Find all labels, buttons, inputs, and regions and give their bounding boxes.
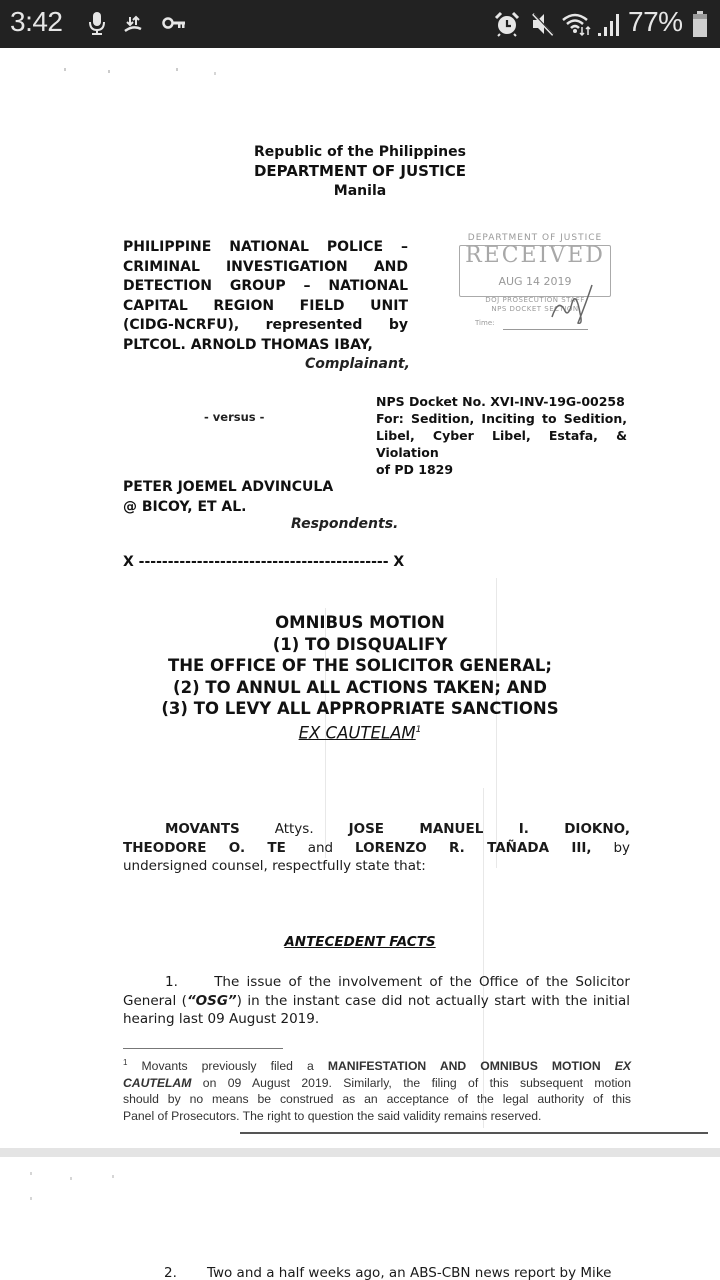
motion-title [0, 612, 720, 744]
complainant-line: (CIDG-NCRFU), represented by [123, 317, 408, 333]
counsel-names-2a: THEODORE O. TE [123, 839, 286, 856]
footnote-text: Movants previously filed a [141, 1059, 314, 1074]
docket-charges-1: For: Sedition, Inciting to Sedition, [376, 411, 627, 426]
complainant-line: PLTCOL. ARNOLD THOMAS IBAY, [123, 336, 373, 353]
page-separator [0, 1148, 720, 1157]
paragraph-number: 1. [165, 974, 178, 990]
complainant-line: CRIMINAL INVESTIGATION AND [123, 258, 408, 275]
footnote-text: should by no means be construed as an acceptance of the legal authority of this [123, 1092, 631, 1107]
header-republic: Republic of the Philippines [254, 144, 466, 160]
paragraph-text: General ( [123, 992, 187, 1009]
signature-scribble [550, 279, 595, 329]
intro-line-3: undersigned counsel, respectfully state that: [123, 858, 426, 874]
scan-artifact [108, 70, 110, 73]
footnote-rule [123, 1048, 283, 1049]
osg-term: “OSG” [186, 992, 237, 1009]
movants-label: MOVANTS [165, 821, 240, 837]
counsel-names-1: JOSE MANUEL I. DIOKNO, [348, 821, 630, 837]
intro-paragraph [123, 820, 630, 876]
paragraph-2-preview [164, 1265, 611, 1280]
signal-icon [597, 12, 623, 38]
paragraph-text: hearing last 09 August 2019. [123, 1011, 320, 1027]
section-heading: ANTECEDENT FACTS [284, 934, 436, 950]
footnote-text: Panel of Prosecutors. The right to question the said validity remains reserved. [123, 1108, 542, 1123]
header-city: Manila [333, 183, 387, 199]
footnote-bold: MANIFESTATION AND OMNIBUS MOTION [327, 1059, 601, 1074]
scan-artifact [214, 72, 216, 75]
header-department: DEPARTMENT OF JUSTICE [253, 162, 467, 180]
by-word: by [613, 839, 630, 856]
title-line: (2) TO ANNUL ALL ACTIONS TAKEN; AND [173, 677, 547, 697]
document-page-2[interactable] [0, 1157, 720, 1280]
attys-label: Attys. [274, 821, 314, 837]
caption-separator: X ------------------------------------------- X [123, 554, 405, 570]
stamp-received: RECEIVED [465, 243, 605, 268]
complainant-line: PHILIPPINE NATIONAL POLICE – [123, 239, 408, 255]
paragraph-1 [123, 973, 630, 1029]
footnote-ref[interactable]: 1 [415, 724, 422, 735]
title-line: OMNIBUS MOTION [275, 613, 445, 632]
respondents-role: Respondents. [291, 516, 399, 532]
complainant-line: CAPITAL REGION FIELD UNIT [123, 297, 408, 314]
title-line: THE OFFICE OF THE SOLICITOR GENERAL; [167, 656, 553, 675]
title-ex-cautelam: EX CAUTELAM [298, 723, 416, 742]
footnote [123, 1055, 631, 1124]
status-time: 3:42 [10, 6, 63, 37]
paragraph-number: 2. [164, 1265, 177, 1280]
battery-percent: 77% [628, 6, 683, 37]
received-stamp [455, 233, 615, 335]
stamp-agency: DEPARTMENT OF JUSTICE [467, 233, 603, 243]
paragraph-text: Two and a half weeks ago, an ABS-CBN news report by Mike [206, 1265, 612, 1280]
respondent-alias: @ BICOY, ET AL. [123, 499, 247, 515]
scan-artifact [30, 1172, 32, 1175]
scan-artifact [64, 68, 66, 71]
scan-artifact [70, 1177, 72, 1180]
scan-artifact [30, 1197, 32, 1200]
data-transfer-icon [124, 15, 142, 33]
mute-icon [530, 11, 556, 37]
alarm-icon [494, 11, 520, 37]
counsel-names-2b: LORENZO R. TAÑADA III, [354, 839, 592, 856]
stamp-date: AUG 14 2019 [498, 275, 572, 288]
paragraph-text: ) in the instant case did not actually start with the initial [236, 992, 630, 1009]
microphone-icon [88, 11, 106, 37]
and-word: and [307, 839, 334, 856]
wifi-icon [561, 11, 595, 37]
scan-artifact [112, 1175, 114, 1178]
footnote-number: 1 [123, 1058, 128, 1067]
footnote-italic: CAUTELAM [123, 1075, 192, 1090]
respondent-name: PETER JOEMEL ADVINCULA [123, 479, 334, 495]
title-line: (3) TO LEVY ALL APPROPRIATE SANCTIONS [161, 699, 559, 718]
stamp-time-label: Time: [475, 319, 495, 327]
docket-number: NPS Docket No. XVI-INV-19G-00258 [376, 394, 625, 409]
complainant-line: DETECTION GROUP – NATIONAL [123, 278, 408, 294]
complainant-role: Complainant, [305, 356, 410, 372]
docket-charges-2: Libel, Cyber Libel, Estafa, & Violation [376, 428, 627, 460]
footnote-italic: EX [614, 1059, 631, 1074]
footnote-text: on 09 August 2019. Similarly, the filing of this subsequent motion [202, 1075, 631, 1090]
stamp-office-1: DOJ PROSECUTION STAFF [485, 296, 585, 304]
page-bottom-rule [240, 1132, 708, 1134]
paragraph-text: The issue of the involvement of the Office of the Solicitor [214, 974, 630, 990]
complainant-block [123, 238, 408, 355]
scan-artifact [176, 68, 178, 71]
stamp-office-2: NPS DOCKET SECTION [491, 305, 579, 313]
versus-label: - versus - [204, 410, 265, 424]
battery-icon [692, 11, 708, 38]
docket-block [376, 393, 627, 478]
status-bar [0, 0, 720, 48]
vpn-key-icon [162, 16, 186, 30]
title-line: (1) TO DISQUALIFY [272, 634, 448, 654]
respondents-block [123, 477, 333, 517]
docket-charges-3: of PD 1829 [376, 462, 454, 477]
